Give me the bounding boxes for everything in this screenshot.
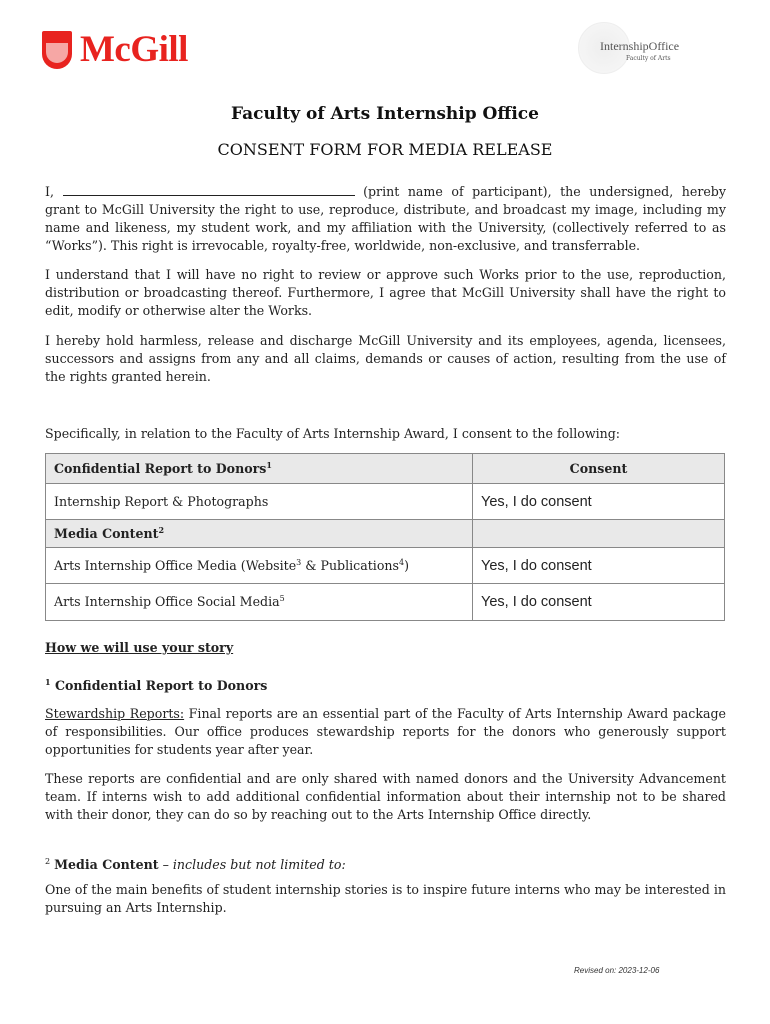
row-label: Arts Internship Office Media (Website$^3$ & Publications$^4$) [46,548,473,584]
consent-field[interactable]: Yes, I do consent [473,548,725,584]
empty-cell [473,520,725,548]
table-row [46,584,725,621]
media-paragraph: One of the main benefits of student internship stories is to inspire future interns who may be interested in pursuing an Arts Internship. [45,882,726,915]
grant-paragraph [45,183,726,255]
mcgill-wordmark: McGill [80,29,188,70]
table-row [46,548,725,584]
stewardship-paragraph: Stewardship Reports: Final reports are an essential part of the Faculty of Arts Internship Award package of responsibilities. Our office produces stewardship reports for the donors who generously support opportunities for students year after year. [45,706,726,757]
table-section-row [46,520,725,548]
text: (print name of participant), the undersigned, hereby grant to McGill University the right to use, reproduce, distribute, and broadcast my image, including my name and likeness, my student work, and my affiliation with the University, (collectively referred to as “Works”). This right is irrevocable, royalty-free, worldwide, non-exclusive, and transferrable. [45,184,726,253]
section-heading: How we will use your story [45,640,234,655]
row-label: Internship Report & Photographs [46,484,473,520]
page-title: Faculty of Arts Internship Office [231,104,539,124]
consent-table [45,453,725,621]
internship-office-logo [578,22,698,72]
header-cell: Media Content$^2$ [46,520,473,548]
subsection-heading: $^2$ Media Content – includes but not limited to: [45,857,346,873]
consent-field[interactable]: Yes, I do consent [473,484,725,520]
header-cell: Confidential Report to Donors$^1$ [46,454,473,484]
logo-subtext: Faculty of Arts [626,55,671,62]
participant-name-field[interactable] [63,183,355,196]
revision-date: Revised on: 2023-12-06 [574,966,660,975]
mcgill-shield-icon [42,31,72,69]
row-label: Arts Internship Office Social Media$^5$ [46,584,473,621]
mcgill-logo [42,28,188,71]
release-paragraph: I hereby hold harmless, release and discharge McGill University and its employees, agenda, licensees, successors and assigns from any and all claims, demands or causes of action, resulting from the use of the rights granted herein. [45,333,726,384]
text: I, [45,184,54,199]
subsection-heading: $^1$ Confidential Report to Donors [45,677,268,694]
consent-field[interactable]: Yes, I do consent [473,584,725,621]
logo-text: InternshipOffice [600,39,680,53]
review-paragraph: I understand that I will have no right to review or approve such Works prior to the use, reproduction, distribution or broadcasting thereof. Furthermore, I agree that McGill University shall have the right to edit, modify or otherwise alter the Works. [45,267,726,318]
confidential-paragraph: These reports are confidential and are only shared with named donors and the University Advancement team. If interns wish to add additional confidential information about their internship not to be shared with their donor, they can do so by reaching out to the Arts Internship Office directly. [45,771,726,822]
consent-header: Consent [473,454,725,484]
table-row [46,484,725,520]
table-header-row [46,454,725,484]
page-subtitle: CONSENT FORM FOR MEDIA RELEASE [217,140,553,159]
consent-intro: Specifically, in relation to the Faculty of Arts Internship Award, I consent to the following: [45,426,621,441]
